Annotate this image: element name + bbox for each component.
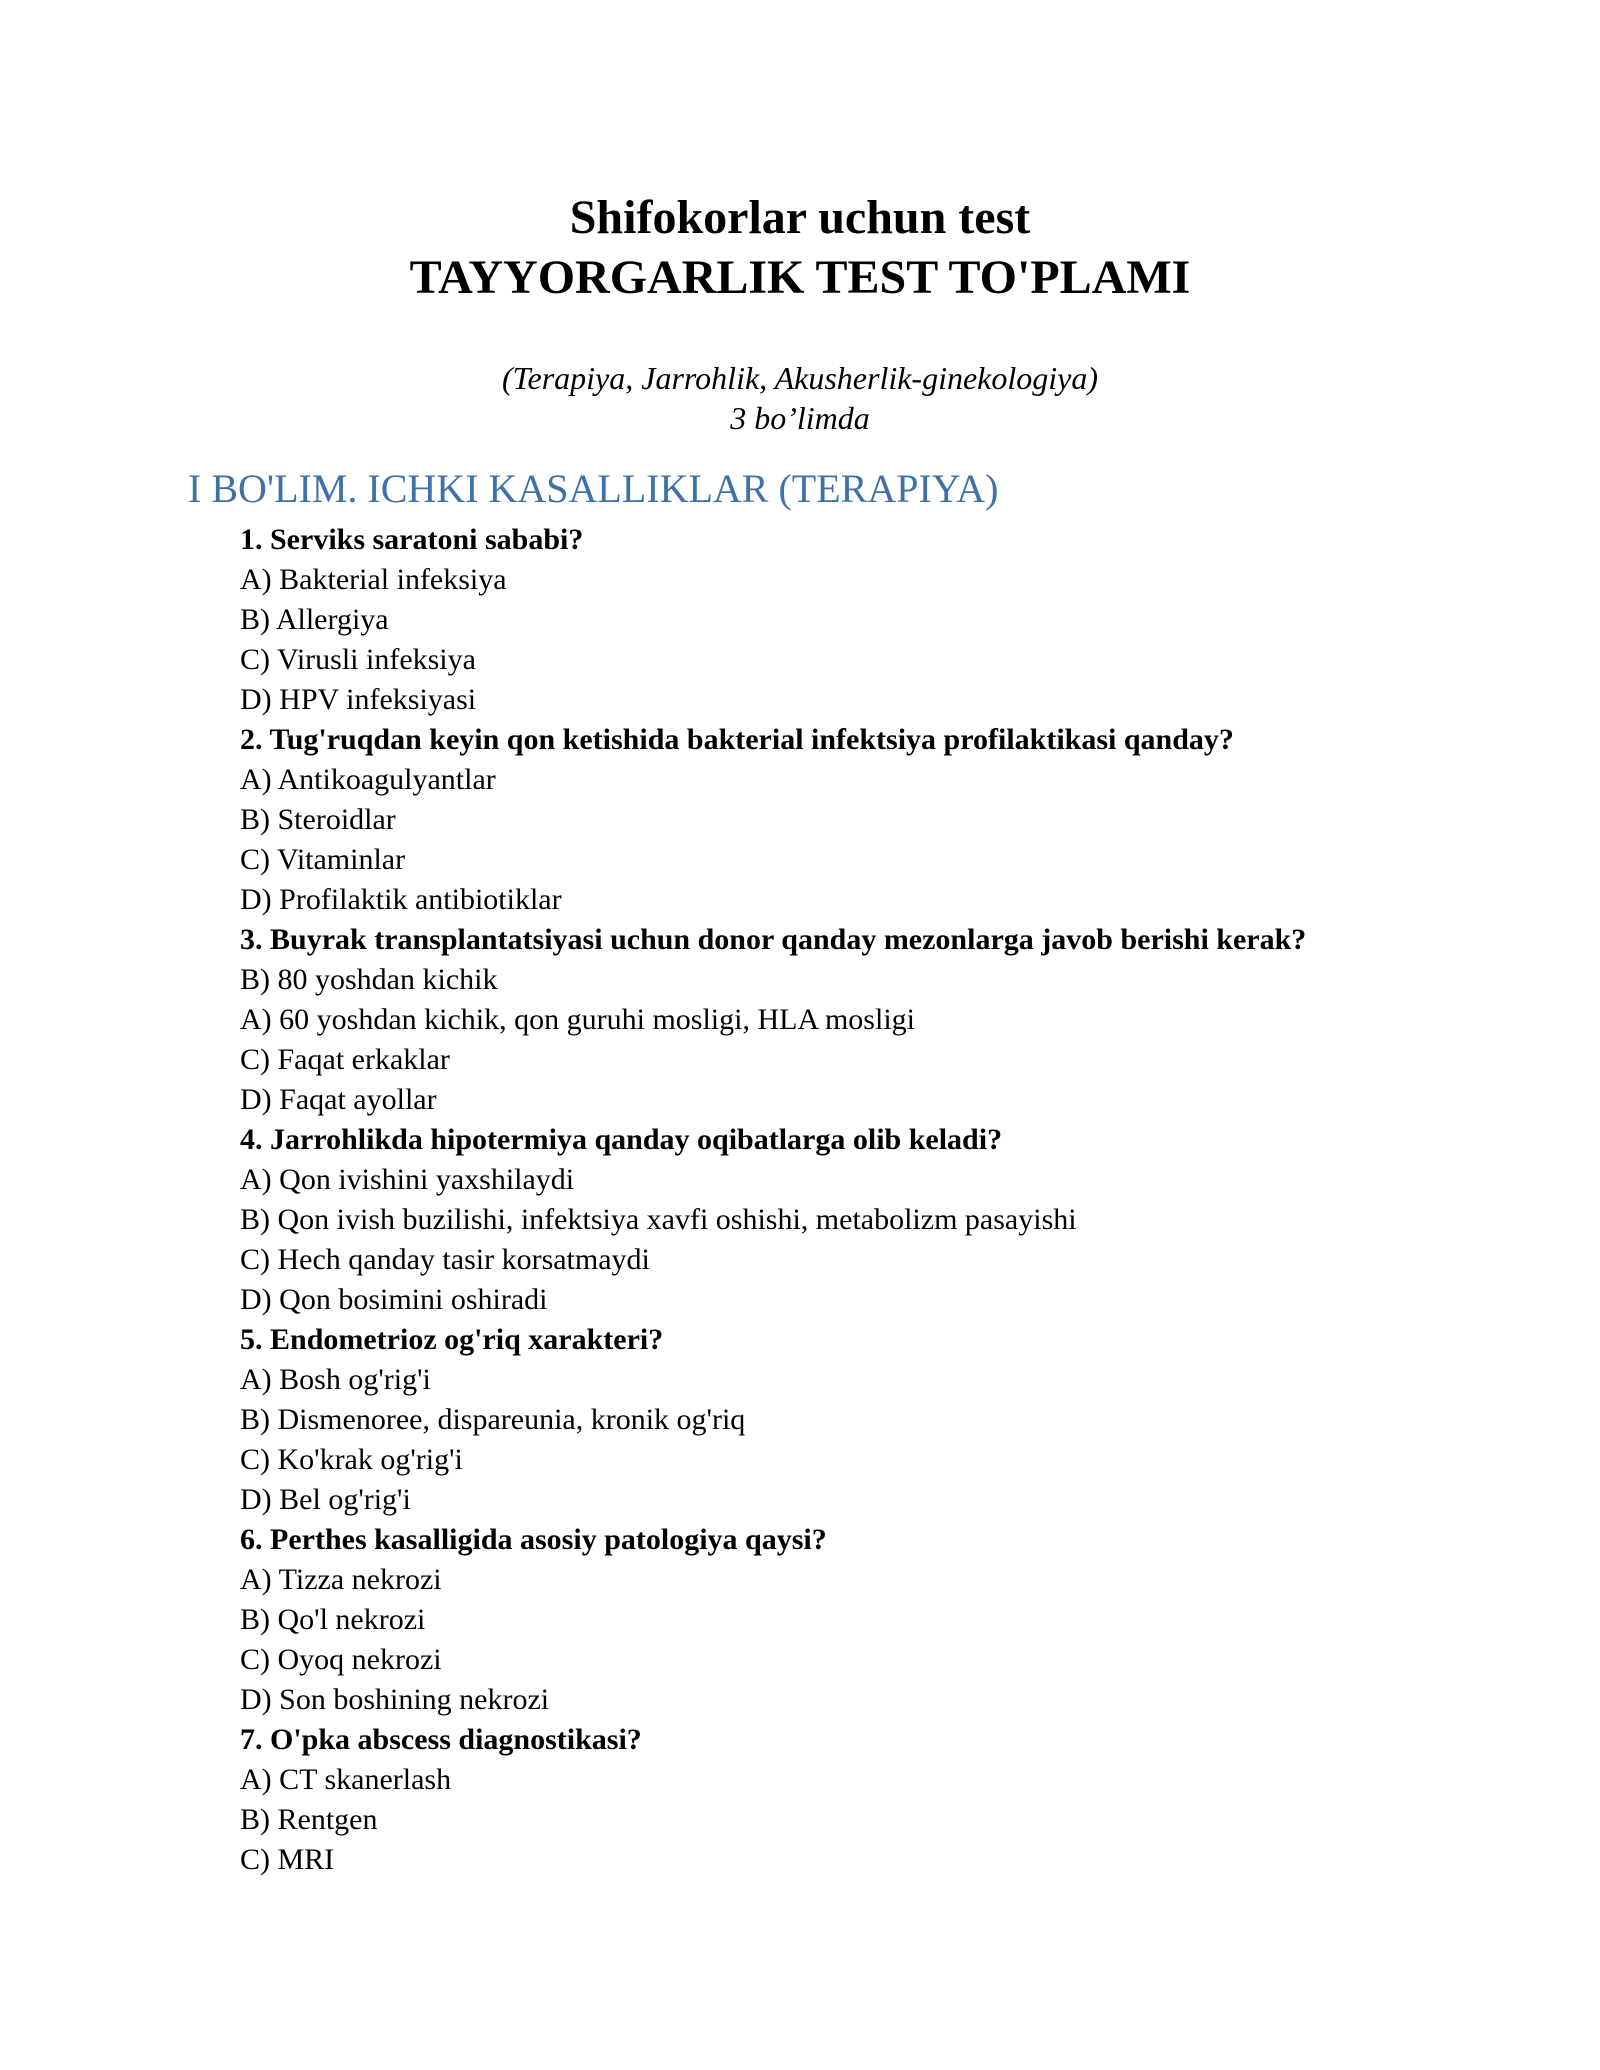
- answer-option: D) Son boshining nekrozi: [240, 1683, 550, 1716]
- answer-option: C) Virusli infeksiya: [240, 643, 476, 676]
- question-item: [240, 1320, 1480, 1520]
- document-title: [0, 188, 1600, 308]
- answer-option: B) Qo'l nekrozi: [240, 1603, 426, 1636]
- answer-option: B) Rentgen: [240, 1803, 378, 1836]
- question-text: 3. Buyrak transplantatsiyasi uchun donor qanday mezonlarga javob berishi kerak?: [240, 923, 1307, 956]
- question-item: [240, 1520, 1480, 1720]
- answer-option: C) Vitaminlar: [240, 843, 406, 876]
- answer-option: C) Faqat erkaklar: [240, 1043, 450, 1076]
- answer-option: A) CT skanerlash: [240, 1763, 452, 1796]
- answer-option: B) Dismenoree, dispareunia, kronik og'riq: [240, 1403, 746, 1436]
- question-list: [240, 520, 1480, 1880]
- answer-option: B) Qon ivish buzilishi, infektsiya xavfi oshishi, metabolizm pasayishi: [240, 1203, 1077, 1236]
- document-subtitle: [0, 358, 1600, 438]
- answer-option: D) Qon bosimini oshiradi: [240, 1283, 548, 1316]
- answer-option: D) Bel og'rig'i: [240, 1483, 411, 1516]
- question-text: 1. Serviks saratoni sababi?: [240, 523, 584, 556]
- answer-options: [240, 1560, 1480, 1720]
- answer-option: A) Bosh og'rig'i: [240, 1363, 431, 1396]
- answer-options: [240, 760, 1480, 920]
- question-item: [240, 520, 1480, 720]
- answer-options: [240, 960, 1480, 1120]
- answer-option: D) Faqat ayollar: [240, 1083, 437, 1116]
- answer-option: C) Ko'krak og'rig'i: [240, 1443, 463, 1476]
- answer-option: A) Antikoagulyantlar: [240, 763, 496, 796]
- question-item: [240, 1120, 1480, 1320]
- answer-option: B) Allergiya: [240, 603, 389, 636]
- answer-options: [240, 1360, 1480, 1520]
- answer-option: C) Hech qanday tasir korsatmaydi: [240, 1243, 650, 1276]
- question-text: 4. Jarrohlikda hipotermiya qanday oqibatlarga olib keladi?: [240, 1123, 1003, 1156]
- answer-options: [240, 1160, 1480, 1320]
- answer-option: B) 80 yoshdan kichik: [240, 963, 498, 996]
- question-text: 5. Endometrioz og'riq xarakteri?: [240, 1323, 664, 1356]
- answer-option: A) Bakterial infeksiya: [240, 563, 507, 596]
- answer-option: B) Steroidlar: [240, 803, 396, 836]
- answer-options: [240, 1760, 1480, 1880]
- answer-option: A) 60 yoshdan kichik, qon guruhi mosligi, HLA mosligi: [240, 1003, 915, 1036]
- title-line-2: TAYYORGARLIK TEST TO'PLAMI: [409, 251, 1191, 304]
- answer-option: C) MRI: [240, 1843, 335, 1876]
- question-item: [240, 1720, 1480, 1880]
- answer-option: A) Tizza nekrozi: [240, 1563, 442, 1596]
- answer-option: A) Qon ivishini yaxshilaydi: [240, 1163, 575, 1196]
- section-heading: I BO'LIM. ICHKI KASALLIKLAR (TERAPIYA): [188, 466, 999, 511]
- answer-option: C) Oyoq nekrozi: [240, 1643, 442, 1676]
- answer-options: [240, 560, 1480, 720]
- subtitle-line-1: (Terapiya, Jarrohlik, Akusherlik-ginekologiya): [501, 360, 1099, 396]
- answer-option: D) HPV infeksiyasi: [240, 683, 477, 716]
- question-item: [240, 720, 1480, 920]
- question-text: 6. Perthes kasalligida asosiy patologiya qaysi?: [240, 1523, 827, 1556]
- title-line-1: Shifokorlar uchun test: [569, 191, 1031, 244]
- question-text: 2. Tug'ruqdan keyin qon ketishida bakterial infektsiya profilaktikasi qanday?: [240, 723, 1234, 756]
- question-item: [240, 920, 1480, 1120]
- subtitle-line-2: 3 bo’limda: [730, 400, 870, 436]
- answer-option: D) Profilaktik antibiotiklar: [240, 883, 562, 916]
- question-text: 7. O'pka abscess diagnostikasi?: [240, 1723, 642, 1756]
